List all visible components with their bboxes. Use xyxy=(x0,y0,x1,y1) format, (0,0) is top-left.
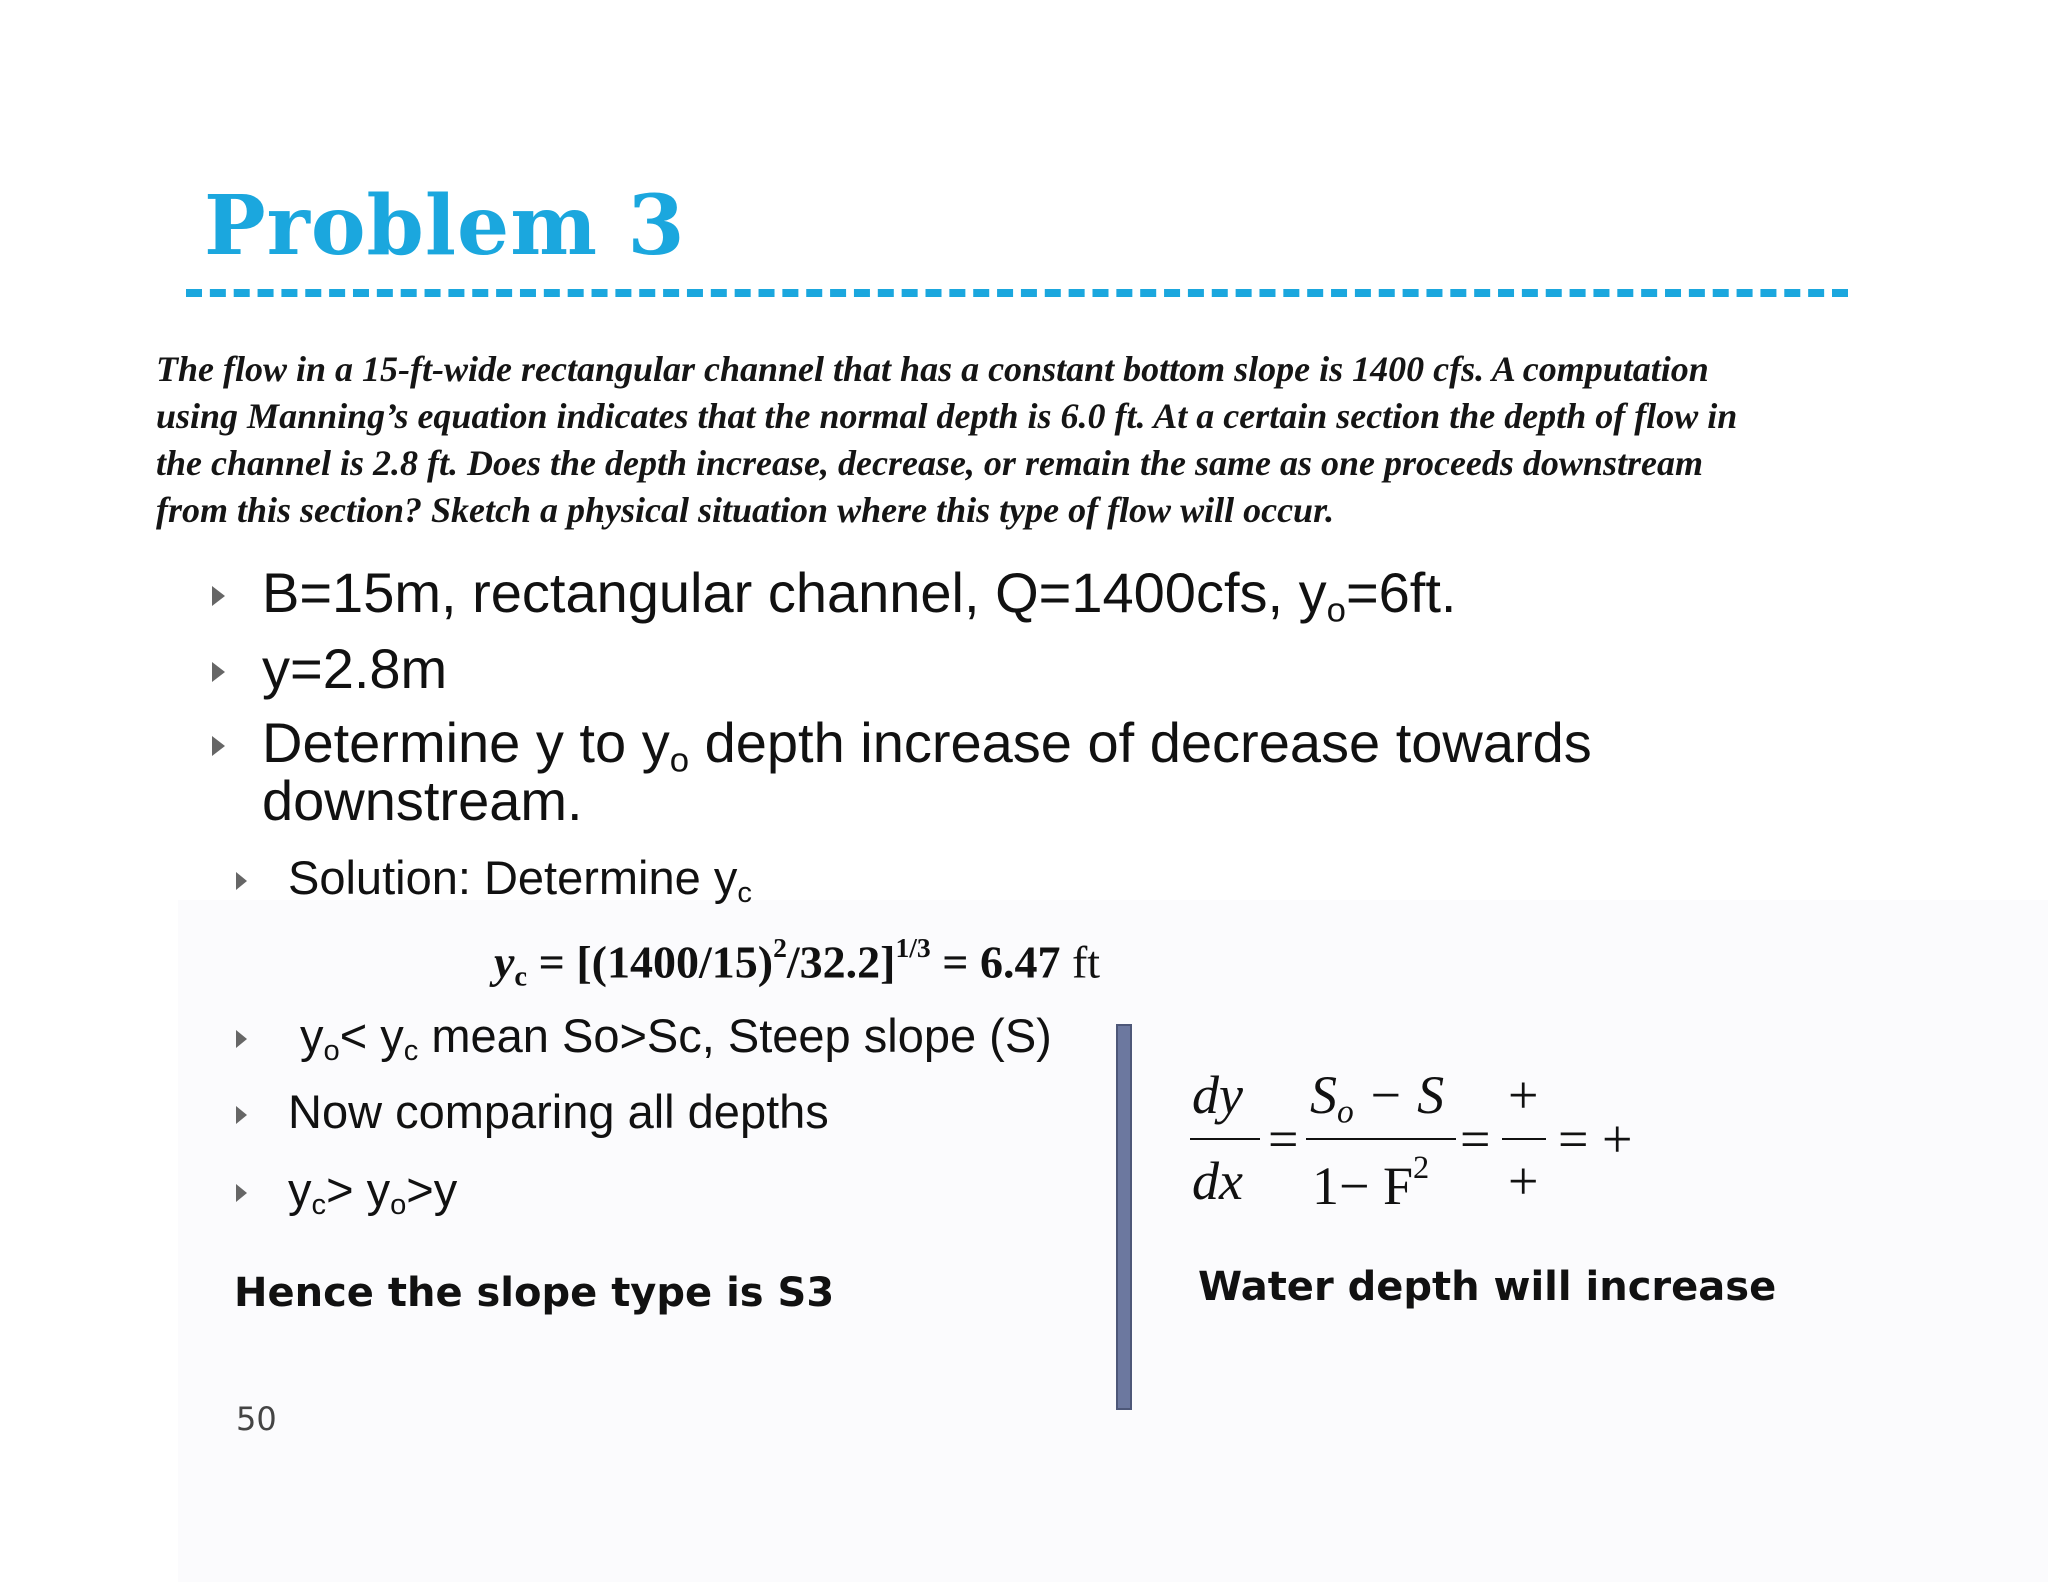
conclusion-slope-type: Hence the slope type is S3 xyxy=(234,1270,835,1316)
eq-numerator-dy: dy xyxy=(1192,1065,1243,1125)
bullet-arrow-icon xyxy=(212,736,225,756)
problem-line: from this section? Sketch a physical situation where this type of flow will occur. xyxy=(156,490,1335,530)
title-dashed-rule xyxy=(186,289,1848,297)
eq-numerator-sign: + xyxy=(1508,1065,1539,1125)
bullet-arrow-icon xyxy=(236,1184,247,1202)
problem-line: using Manning’s equation indicates that the normal depth is 6.0 ft. At a certain section the depth of flow in xyxy=(156,396,1738,436)
eq-fraction-bar xyxy=(1190,1138,1260,1140)
problem-statement xyxy=(156,346,1956,534)
bullet-determine-continued: downstream. xyxy=(262,769,583,832)
eq-result: = + xyxy=(1558,1109,1633,1169)
bullet-depth: y=2.8m xyxy=(262,637,448,700)
conclusion-water-depth: Water depth will increase xyxy=(1198,1264,1777,1310)
eq-numerator-slope: $S_o - S$ xyxy=(1310,1065,1445,1131)
eq-equals: = xyxy=(1460,1109,1491,1169)
eq-fraction-bar xyxy=(1306,1138,1456,1140)
bullet-arrow-icon xyxy=(212,586,225,606)
eq-denominator-froude: $1- F^2$ xyxy=(1312,1150,1430,1216)
bullet-arrow-icon xyxy=(236,872,247,890)
bullet-slope-comparison: $y_o< y_c$ mean So>Sc, Steep slope (S) xyxy=(300,1009,1052,1068)
vertical-divider xyxy=(1116,1024,1132,1410)
problem-line: the channel is 2.8 ft. Does the depth increase, decrease, or remain the same as one proceeds downstream xyxy=(156,443,1703,483)
bullet-depth-order: $y_c> y_o>y$ xyxy=(288,1163,458,1222)
page-number: 50 xyxy=(236,1400,277,1438)
slide-background-panel xyxy=(178,900,2048,1582)
bullet-arrow-icon xyxy=(236,1106,247,1124)
eq-denominator-dx: dx xyxy=(1192,1151,1243,1211)
bullet-arrow-icon xyxy=(236,1030,247,1048)
bullet-solution: Solution: Determine $y_c$ xyxy=(288,851,752,910)
bullet-given-values: B=15m, rectangular channel, Q=1400cfs, $y_o=6ft$. xyxy=(262,561,1457,630)
problem-line: The flow in a 15-ft-wide rectangular channel that has a constant bottom slope is 1400 cfs. A computation xyxy=(156,349,1709,389)
bullet-compare-depths: Now comparing all depths xyxy=(288,1085,829,1138)
eq-fraction-bar xyxy=(1502,1138,1546,1140)
critical-depth-formula: $y_c = [(1400/15)^2/32.2]^{1/3} = 6.47$ ft xyxy=(494,932,1101,993)
eq-equals: = xyxy=(1268,1109,1299,1169)
eq-denominator-sign: + xyxy=(1508,1151,1539,1211)
bullet-determine: Determine y to $y_o$ depth increase of decrease towards xyxy=(262,711,1592,780)
slide-title: Problem 3 xyxy=(204,178,686,274)
bullet-arrow-icon xyxy=(212,662,225,682)
